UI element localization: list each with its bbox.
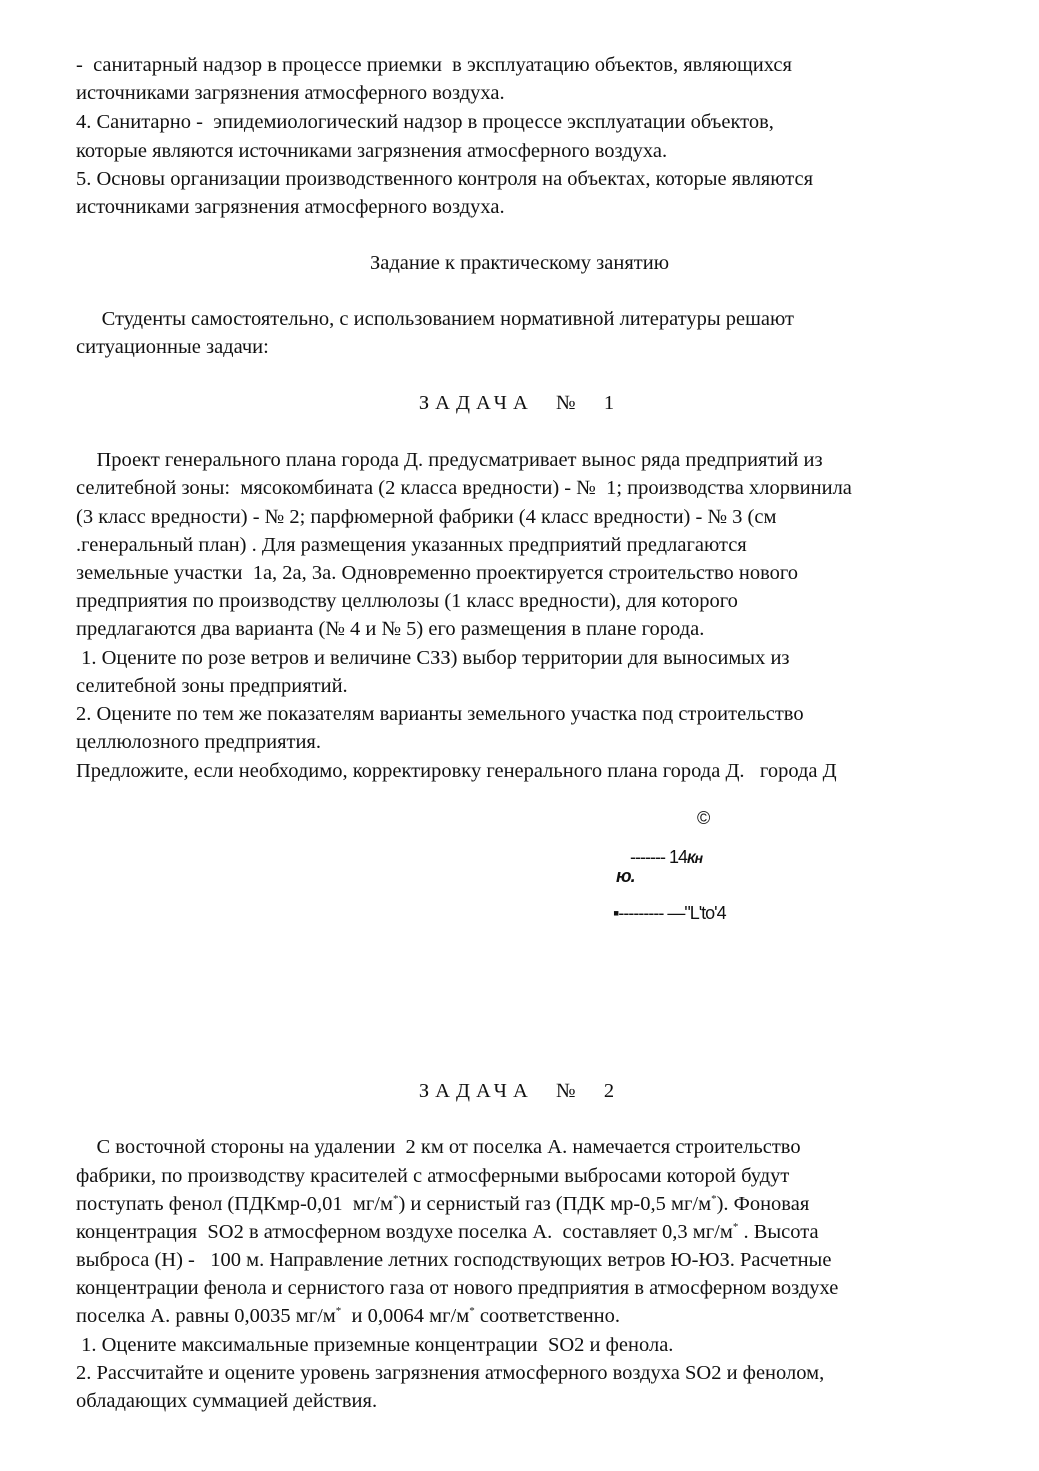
- task2-heading: ЗАДАЧА № 2: [418, 1080, 621, 1102]
- task2-line-6: концентрации фенола и сернистого газа от нового предприятия в атмосферном воздухе: [76, 1277, 839, 1299]
- task2-line-2: фабрики, по производству красителей с атмосферными выбросами которой будут: [76, 1165, 790, 1187]
- intro-line-1: - санитарный надзор в процессе приемки в эксплуатацию объектов, являющихся: [76, 54, 792, 76]
- intro-line-3: 4. Санитарно - эпидемиологический надзор в процессе эксплуатации объектов,: [76, 111, 774, 133]
- task1-line-10: 2. Оцените по тем же показателям варианты земельного участка под строительство: [76, 703, 804, 725]
- footnote-mark: *: [711, 1193, 717, 1206]
- copyright-symbol: ©: [697, 808, 711, 828]
- task2-line-4: [76, 1218, 819, 1246]
- intro-line-6: источниками загрязнения атмосферного воздуха.: [76, 196, 505, 218]
- figure-fragment-line-2: ю.: [616, 866, 635, 886]
- figure-fragment-1-text: ------- 14: [630, 847, 687, 867]
- students-line-2: ситуационные задачи:: [76, 336, 269, 358]
- task1-line-3: (3 класс вредности) - № 2; парфюмерной фабрики (4 класс вредности) - № 3 (см: [76, 506, 777, 528]
- task2-line-7: [76, 1302, 620, 1330]
- task1-line-12: Предложите, если необходимо, корректировку генерального плана города Д. города Д: [76, 760, 837, 782]
- footnote-mark: *: [392, 1193, 399, 1206]
- task1-line-9: селитебной зоны предприятий.: [76, 675, 348, 697]
- task2-line-3-part-b: ) и сернистый газ (ПДК мр-0,5 мг/м: [398, 1193, 712, 1215]
- task1-line-2: селитебной зоны: мясокомбината (2 класса вредности) - № 1; производства хлорвинила: [76, 477, 852, 499]
- task1-line-7: предлагаются два варианта (№ 4 и № 5) его размещения в плане города.: [76, 618, 705, 640]
- task2-line-9: 2. Рассчитайте и оцените уровень загрязнения атмосферного воздуха SO2 и фенолом,: [76, 1362, 825, 1384]
- task1-line-1: Проект генерального плана города Д. предусматривает вынос ряда предприятий из: [76, 449, 823, 471]
- footnote-mark: *: [732, 1221, 739, 1234]
- intro-line-2: источниками загрязнения атмосферного воздуха.: [76, 82, 505, 104]
- figure-fragment-1-sub: Кн: [687, 850, 703, 866]
- task-section-title: Задание к практическому занятию: [369, 252, 670, 274]
- intro-line-5: 5. Основы организации производственного контроля на объектах, которые являются: [76, 168, 814, 190]
- task2-line-8: 1. Оцените максимальные приземные концентрации SO2 и фенола.: [76, 1334, 674, 1356]
- task2-line-1: С восточной стороны на удалении 2 км от поселка А. намечается строительство: [76, 1136, 801, 1158]
- task2-line-7-part-c: соответственно.: [474, 1305, 621, 1327]
- task2-line-4-part-b: . Высота: [738, 1221, 819, 1243]
- task1-line-6: предприятия по производству целлюлозы (1 класс вредности), для которого: [76, 590, 738, 612]
- task2-line-3-part-c: ). Фоновая: [716, 1193, 810, 1215]
- task2-line-7-part-b: и 0,0064 мг/м: [341, 1305, 470, 1327]
- footnote-mark: *: [335, 1305, 342, 1318]
- task2-line-4-part-a: концентрация SO2 в атмосферном воздухе поселка А. составляет 0,3 мг/м: [76, 1221, 733, 1243]
- task1-line-5: земельные участки 1а, 2а, 3а. Одновременно проектируется строительство нового: [76, 562, 799, 584]
- intro-line-4: которые являются источниками загрязнения атмосферного воздуха.: [76, 140, 668, 162]
- task2-line-7-part-a: поселка А. равны 0,0035 мг/м: [76, 1305, 336, 1327]
- figure-fragment-line-3: ▪--------- —"L'to'4: [613, 903, 726, 923]
- task2-line-5: выброса (Н) - 100 м. Направление летних господствующих ветров Ю-ЮЗ. Расчетные: [76, 1249, 832, 1271]
- task2-line-10: обладающих суммацией действия.: [76, 1390, 378, 1412]
- students-line-1: Студенты самостоятельно, с использованием нормативной литературы решают: [76, 308, 794, 330]
- task2-line-3-part-a: поступать фенол (ПДКмр-0,01 мг/м: [76, 1193, 393, 1215]
- task1-line-11: целлюлозного предприятия.: [76, 731, 321, 753]
- task1-heading: ЗАДАЧА № 1: [418, 392, 621, 414]
- task1-line-8: 1. Оцените по розе ветров и величине СЗЗ) выбор территории для выносимых из: [76, 647, 790, 669]
- task2-line-3: [76, 1190, 809, 1218]
- footnote-mark: *: [469, 1305, 475, 1318]
- task1-line-4: .генеральный план) . Для размещения указанных предприятий предлагаются: [76, 534, 747, 556]
